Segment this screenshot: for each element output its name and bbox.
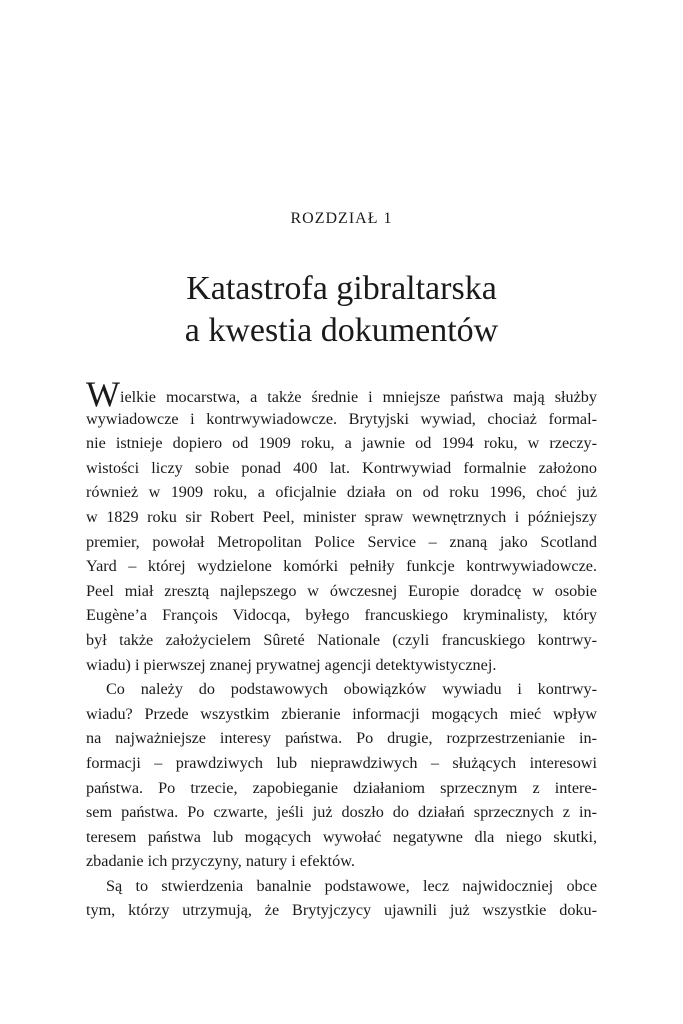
body-text [86,374,597,923]
chapter-label: ROZDZIAŁ 1 [290,210,393,227]
text-line: formacji – prawdziwych lub nieprawdziwych – służących interesowi [86,753,597,772]
text-line: Eugène’a François Vidocqa, byłego francuskiego kryminalisty, który [86,606,597,625]
text-line: tym, którzy utrzymują, że Brytyjczycy ujawnili już wszystkie doku- [86,901,597,920]
text-line: wistości liczy sobie ponad 400 lat. Kontrwywiad formalnie założono [86,458,597,477]
text-line: Są to stwierdzenia banalnie podstawowe, lecz najwidoczniej obce [106,876,597,895]
text-line: Peel miał zresztą najlepszego w ówczesnej Europie doradcę w osobie [86,581,597,600]
drop-cap: W [86,374,120,414]
text-line: Co należy do podstawowych obowiązków wywiadu i kontrwy- [106,680,597,699]
text-line: zbadanie ich przyczyny, natury i efektów. [86,852,355,871]
text-line: Wielkie mocarstwa, a także średnie i mniejsze państwa mają służby [86,374,597,414]
text-line: premier, powołał Metropolitan Police Service – znaną jako Scotland [86,532,597,551]
text-line: nie istnieje dopiero od 1909 roku, a jawnie od 1994 roku, w rzeczy- [86,434,597,453]
text-line: był także założycielem Sûreté Nationale (czyli francuskiego kontrwy- [86,630,597,649]
text-line: sem państwa. Po czwarte, jeśli już doszło do działań sprzecznych z in- [86,803,597,822]
chapter-title-line-1: Katastrofa gibraltarska [186,270,497,307]
text-line: w 1829 roku sir Robert Peel, minister spraw wewnętrznych i późniejszy [86,507,597,526]
text-line: również w 1909 roku, a oficjalnie działa on od roku 1996, choć już [86,483,597,502]
chapter-title-line-2: a kwestia dokumentów [184,312,499,349]
text-line: wiadu? Przede wszystkim zbieranie informacji mogących mieć wpływ [86,704,597,723]
text-line: wywiadowcze i kontrwywiadowcze. Brytyjski wywiad, chociaż formal- [86,409,597,428]
text-line: teresem państwa lub mogących wywołać negatywne dla niego skutki, [86,827,597,846]
text-line: na najważniejsze interesy państwa. Po drugie, rozprzestrzenianie in- [86,729,597,748]
text-line: wiadu) i pierwszej znanej prywatnej agencji detektywistycznej. [86,655,497,674]
chapter-title [0,268,683,352]
text-line: państwa. Po trzecie, zapobieganie działaniom sprzecznym z intere- [86,778,597,797]
text-line: Yard – której wydzielone komórki pełniły funkcje kontrwywiadowcze. [86,557,597,576]
